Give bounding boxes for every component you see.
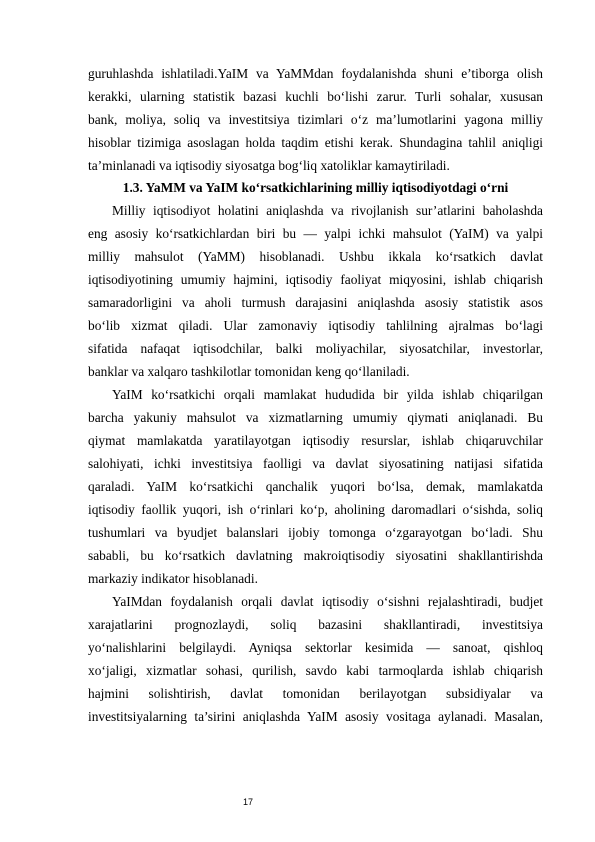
text-line: bank, moliya, soliq va investitsiya tizimlari o‘z ma’lumotlarini yagona milliy — [88, 112, 543, 127]
text-line: investitsiyalarning ta’sirini aniqlashda YaIM asosiy vositaga aylanadi. Masalan, — [88, 709, 543, 724]
page-number: 17 — [242, 797, 253, 807]
text-line: qiymat mamlakatda yaratilayotgan iqtisodiy resurslar, ishlab chiqaruvchilar — [88, 433, 543, 448]
text-line: iqtisodiyotining umumiy hajmini, iqtisodiy faoliyat miqyosini, ishlab chiqarish — [88, 272, 543, 287]
text-line: salohiyati, ichki investitsiya faolligi va davlat siyosatining natijasi sifatida — [88, 456, 543, 471]
text-line: banklar va xalqaro tashkilotlar tomonidan keng qo‘llaniladi. — [88, 364, 410, 379]
text-line: Milliy iqtisodiyot holatini aniqlashda va rivojlanish sur’atlarini baholashda — [112, 203, 543, 218]
text-line: hajmini solishtirish, davlat tomonidan berilayotgan subsidiyalar va — [88, 686, 543, 701]
text-line: sababli, bu ko‘rsatkich davlatning makroiqtisodiy siyosatini shakllantirishda — [88, 548, 543, 563]
text-line: qaraladi. YaIM ko‘rsatkichi qanchalik yuqori bo‘lsa, demak, mamlakatda — [88, 479, 543, 494]
text-line: milliy mahsulot (YaMM) hisoblanadi. Ushbu ikkala ko‘rsatkich davlat — [88, 249, 543, 264]
text-line: yo‘nalishlarini belgilaydi. Ayniqsa sektorlar kesimida — sanoat, qishloq — [88, 640, 543, 655]
text-line: samaradorligini va aholi turmush darajasini aniqlashda asosiy statistik asos — [88, 295, 543, 310]
text-line: tushumlari va byudjet balanslari ijobiy tomonga o‘zgarayotgan bo‘ladi. Shu — [88, 525, 543, 540]
text-line: ta’minlanadi va iqtisodiy siyosatga bog‘liq xatoliklar kamaytiriladi. — [88, 158, 450, 173]
section-heading: 1.3. YaMM va YaIM ko‘rsatkichlarining milliy iqtisodiyotdagi o‘rni — [122, 180, 509, 195]
text-line: eng asosiy ko‘rsatkichlardan biri bu — yalpi ichki mahsulot (YaIM) va yalpi — [88, 226, 543, 241]
text-line: sifatida nafaqat iqtisodchilar, balki moliyachilar, siyosatchilar, investorlar, — [88, 341, 543, 356]
text-line: hisoblar tizimiga asoslagan holda taqdim etishi kerak. Shundagina tahlil aniqligi — [88, 135, 543, 150]
text-line: bo‘lib xizmat qiladi. Ular zamonaviy iqtisodiy tahlilning ajralmas bo‘lagi — [88, 318, 543, 333]
text-line: iqtisodiy faollik yuqori, ish o‘rinlari ko‘p, aholining daromadlari o‘sishda, soliq — [88, 502, 543, 517]
text-line: xarajatlarini prognozlaydi, soliq bazasini shakllantiradi, investitsiya — [88, 617, 543, 632]
text-line: YaIMdan foydalanish orqali davlat iqtisodiy o‘sishni rejalashtiradi, budjet — [112, 594, 543, 609]
text-line: markaziy indikator hisoblanadi. — [88, 571, 258, 586]
text-line: kerakki, ularning statistik bazasi kuchli bo‘lishi zarur. Turli sohalar, xususan — [88, 89, 543, 104]
text-line: guruhlashda ishlatiladi.YaIM va YaMMdan foydalanishda shuni e’tiborga olish — [88, 66, 543, 81]
text-line: barcha yakuniy mahsulot va xizmatlarning umumiy qiymati aniqlanadi. Bu — [88, 410, 543, 425]
text-line: YaIM ko‘rsatkichi orqali mamlakat hududida bir yilda ishlab chiqarilgan — [112, 387, 543, 402]
text-line: xo‘jaligi, xizmatlar sohasi, qurilish, savdo kabi tarmoqlarda ishlab chiqarish — [88, 663, 543, 678]
